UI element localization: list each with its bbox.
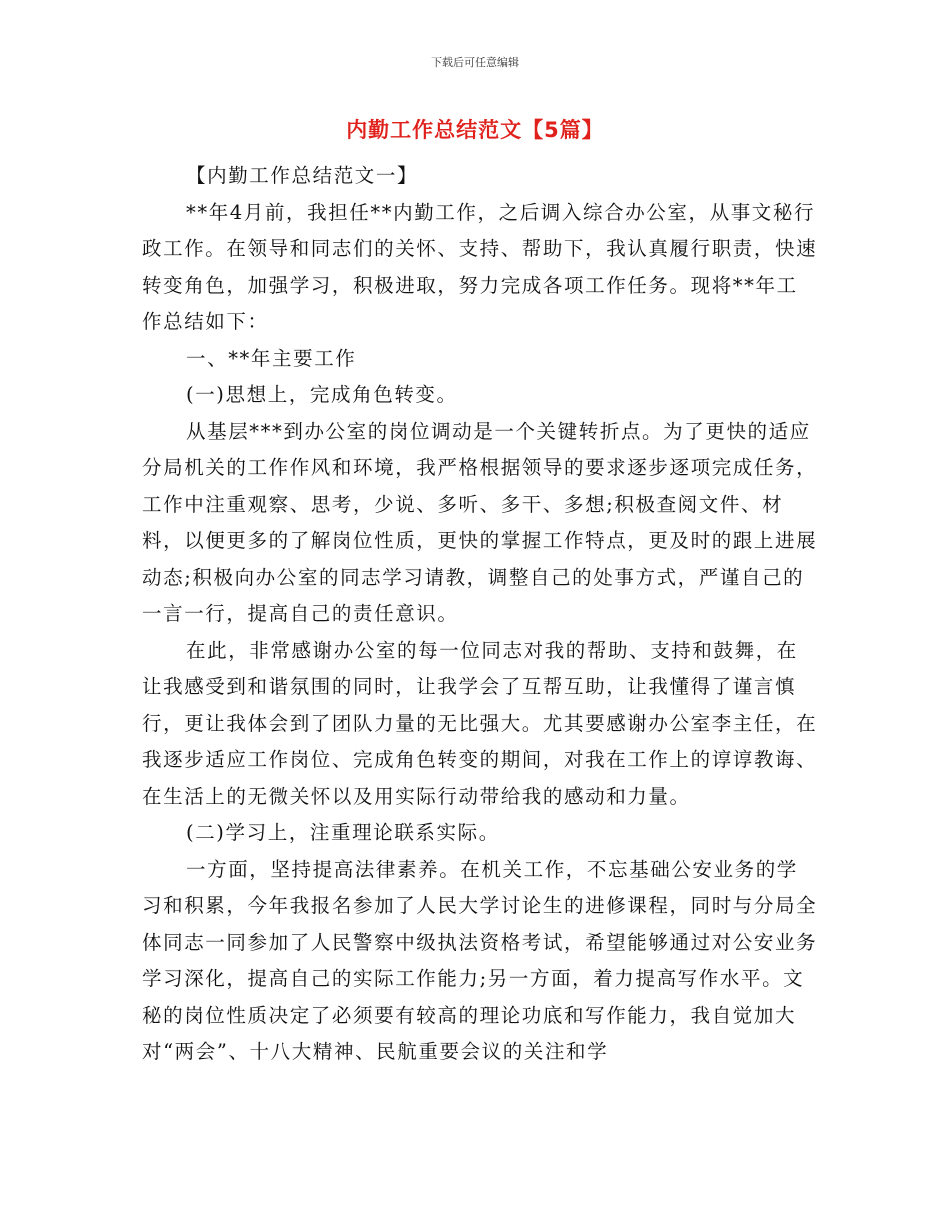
- page-header-note: 下载后可任意编辑: [431, 56, 519, 69]
- section-heading-1: 【内勤工作总结范文一】: [186, 164, 419, 187]
- heading-main-work: 一、**年主要工作: [186, 346, 357, 370]
- document-title: 内勤工作总结范文【5篇】: [346, 118, 604, 142]
- subheading-thought: (一)思想上，完成角色转变。: [186, 383, 458, 406]
- paragraph-role-transition: 从基层***到办公室的岗位调动是一个关键转折点。为了更快的适应分局机关的工作作风和环境，我严格根据领导的要求逐步逐项完成任务，工作中注重观察、思考，少说、多听、多干、多想;积极查阅文件、材料，以便更多的了解岗位性质，更快的掌握工作特点，更及时的跟上进展动态;积极向办公室的同志学习请教，调整自己的处事方式，严谨自己的一言一行，提高自己的责任意识。: [142, 419, 818, 625]
- subheading-study: (二)学习上，注重理论联系实际。: [186, 821, 500, 844]
- document-body: [142, 158, 818, 1071]
- paragraph-study: 一方面，坚持提高法律素养。在机关工作，不忘基础公安业务的学习和积累，今年我报名参加了人民大学讨论生的进修课程，同时与分局全体同志一同参加了人民警察中级执法资格考试，希望能够通过对公安业务学习深化，提高自己的实际工作能力;另一方面，着力提高写作水平。文秘的岗位性质决定了必须要有较高的理论功底和写作能力，我自觉加大对“两会”、十八大精神、民航重要会议的关注和学: [142, 857, 818, 1063]
- paragraph-intro: **年4月前，我担任**内勤工作，之后调入综合办公室，从事文秘行政工作。在领导和同志们的关怀、支持、帮助下，我认真履行职责，快速转变角色，加强学习，积极进取，努力完成各项工作任务。现将**年工作总结如下：: [142, 200, 818, 333]
- paragraph-thanks: 在此，非常感谢办公室的每一位同志对我的帮助、支持和鼓舞，在让我感受到和谐氛围的同时，让我学会了互帮互助，让我懂得了谨言慎行，更让我体会到了团队力量的无比强大。尤其要感谢办公室李主任，在我逐步适应工作岗位、完成角色转变的期间，对我在工作上的谆谆教诲、在生活上的无微关怀以及用实际行动带给我的感动和力量。: [142, 638, 818, 808]
